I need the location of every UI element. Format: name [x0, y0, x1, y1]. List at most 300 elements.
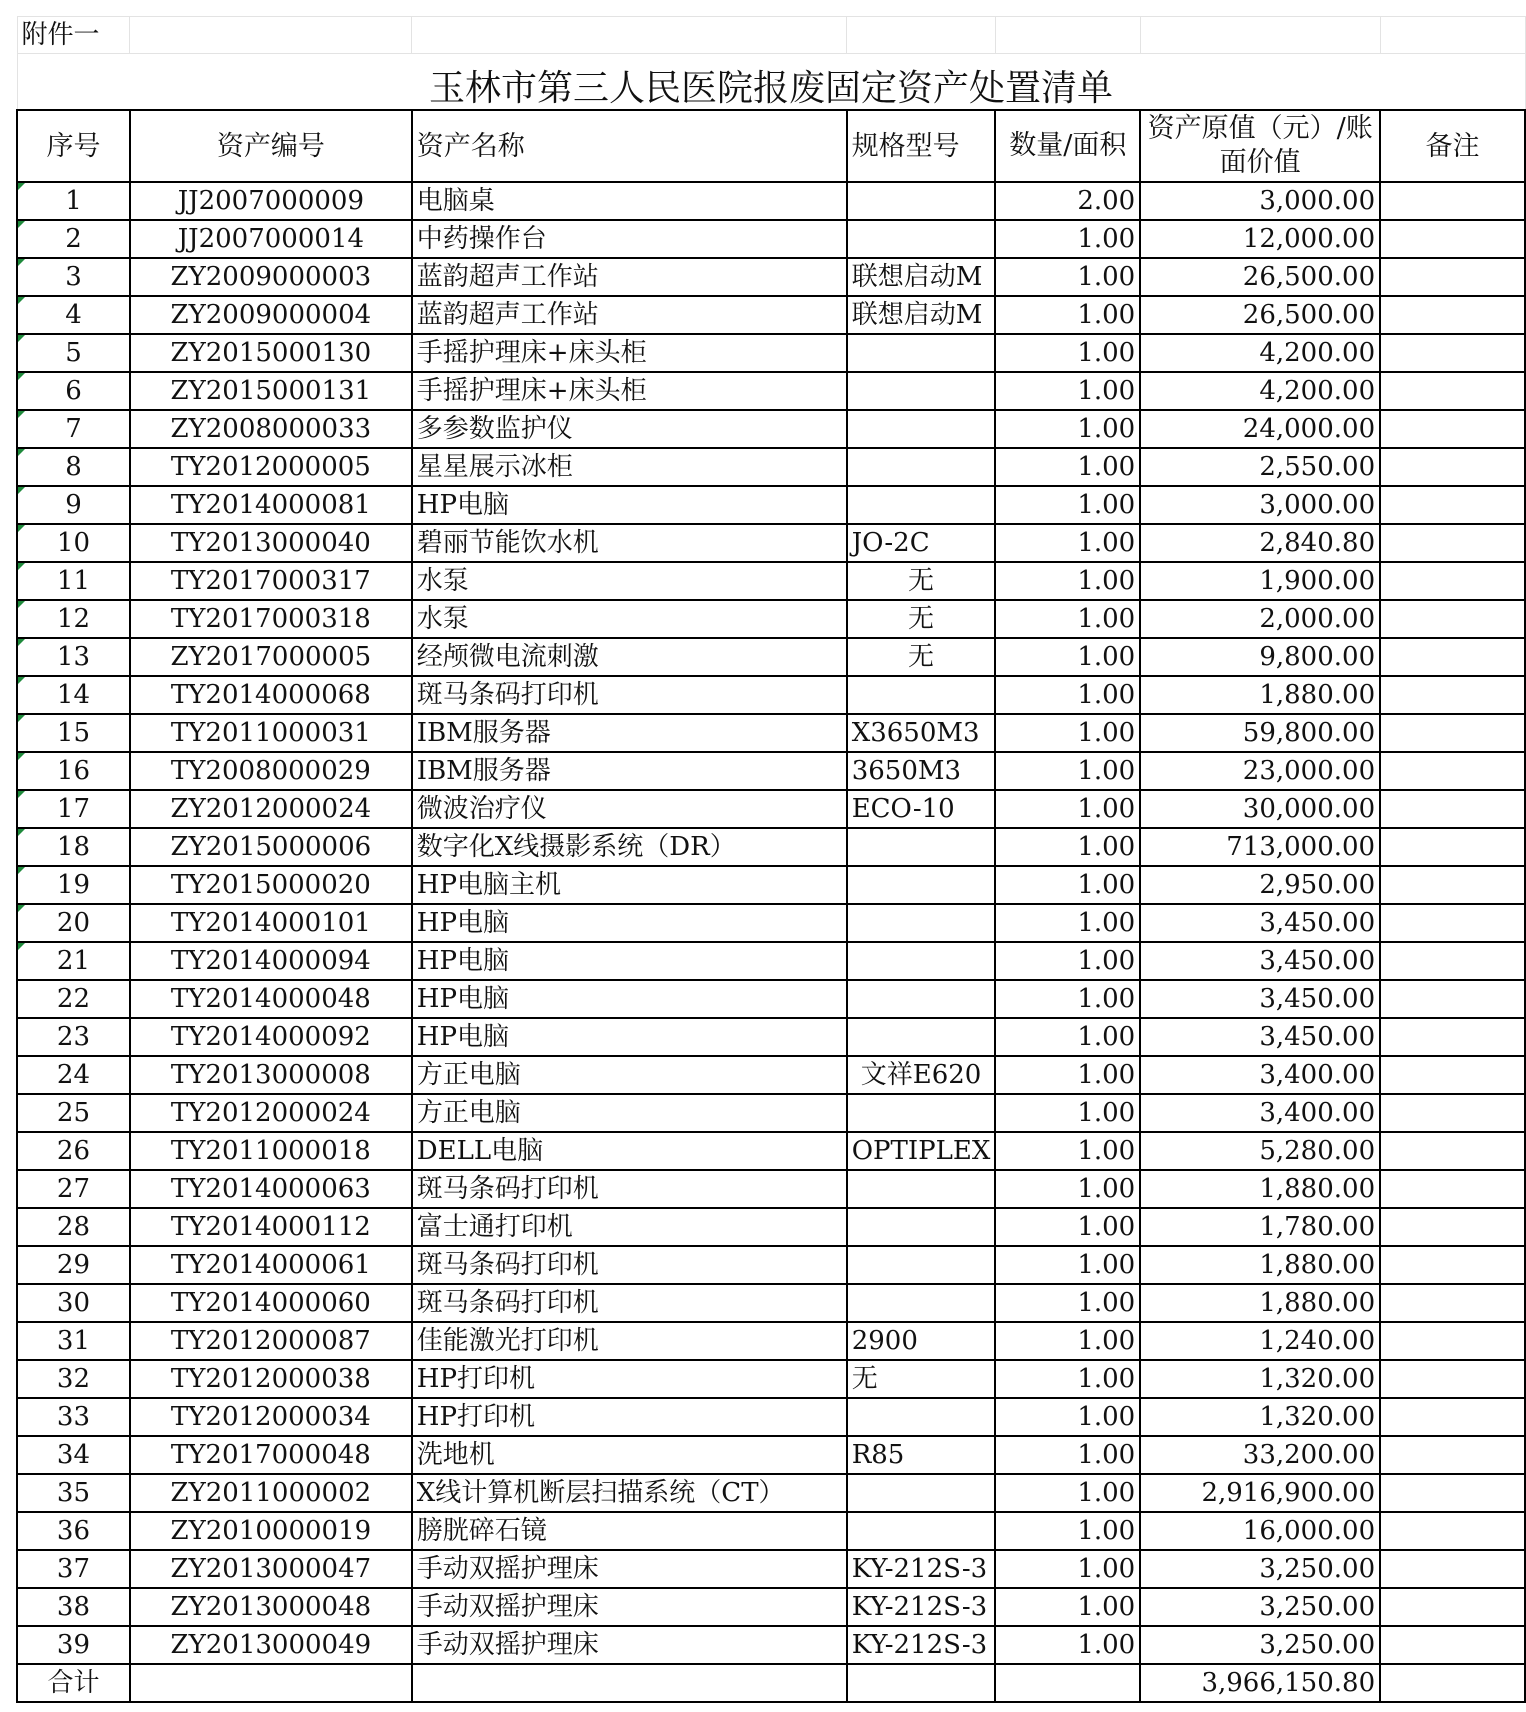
- header-spec[interactable]: 规格型号: [847, 110, 996, 182]
- cell-asset-name[interactable]: 水泵: [412, 562, 847, 600]
- cell-spec[interactable]: JO-2C: [847, 524, 996, 562]
- cell-asset-code[interactable]: TY2011000018: [130, 1132, 412, 1170]
- cell-seq[interactable]: [17, 904, 130, 942]
- cell-seq[interactable]: 27: [17, 1170, 130, 1208]
- cell-spec[interactable]: ECO-10: [847, 790, 996, 828]
- cell-asset-code[interactable]: TY2017000048: [130, 1436, 412, 1474]
- cell-asset-name[interactable]: 手动双摇护理床: [412, 1588, 847, 1626]
- cell-asset-name[interactable]: HP电脑: [412, 980, 847, 1018]
- cell-seq[interactable]: [17, 182, 130, 220]
- cell-quantity[interactable]: 1.00: [995, 980, 1140, 1018]
- cell-seq[interactable]: [17, 524, 130, 562]
- cell-asset-name[interactable]: 微波治疗仪: [412, 790, 847, 828]
- cell-asset-name[interactable]: 蓝韵超声工作站: [412, 296, 847, 334]
- cell-asset-code[interactable]: ZY2013000048: [130, 1588, 412, 1626]
- cell-remark[interactable]: [1380, 1094, 1525, 1132]
- cell-spec[interactable]: [847, 220, 996, 258]
- cell-asset-name[interactable]: 多参数监护仪: [412, 410, 847, 448]
- cell-asset-code[interactable]: ZY2008000033: [130, 410, 412, 448]
- cell-asset-name[interactable]: 手动双摇护理床: [412, 1626, 847, 1664]
- cell-original-value[interactable]: 33,200.00: [1140, 1436, 1380, 1474]
- cell-asset-code[interactable]: ZY2009000004: [130, 296, 412, 334]
- cell-spec[interactable]: 联想启动M: [847, 258, 996, 296]
- cell-asset-name[interactable]: 富士通打印机: [412, 1208, 847, 1246]
- cell-original-value[interactable]: 3,000.00: [1140, 182, 1380, 220]
- cell-asset-code[interactable]: ZY2015000006: [130, 828, 412, 866]
- cell-asset-name[interactable]: 电脑桌: [412, 182, 847, 220]
- cell-original-value[interactable]: 3,450.00: [1140, 1018, 1380, 1056]
- cell-remark[interactable]: [1380, 1474, 1525, 1512]
- cell-seq[interactable]: [17, 866, 130, 904]
- cell-seq[interactable]: [17, 676, 130, 714]
- cell-spec[interactable]: [847, 1512, 996, 1550]
- cell-spec[interactable]: [847, 676, 996, 714]
- cell-original-value[interactable]: 59,800.00: [1140, 714, 1380, 752]
- cell-quantity[interactable]: 1.00: [995, 600, 1140, 638]
- cell-spec[interactable]: [847, 1018, 996, 1056]
- cell-quantity[interactable]: 1.00: [995, 1284, 1140, 1322]
- cell-original-value[interactable]: 5,280.00: [1140, 1132, 1380, 1170]
- cell-asset-name[interactable]: 数字化X线摄影系统（DR）: [412, 828, 847, 866]
- cell-quantity[interactable]: 1.00: [995, 1588, 1140, 1626]
- cell-seq[interactable]: [17, 410, 130, 448]
- header-seq[interactable]: 序号: [17, 110, 130, 182]
- cell-asset-code[interactable]: ZY2013000047: [130, 1550, 412, 1588]
- empty-cell[interactable]: [1140, 17, 1380, 54]
- cell-quantity[interactable]: 1.00: [995, 1056, 1140, 1094]
- cell-original-value[interactable]: 3,400.00: [1140, 1056, 1380, 1094]
- cell-asset-code[interactable]: TY2017000317: [130, 562, 412, 600]
- cell-asset-code[interactable]: TY2015000020: [130, 866, 412, 904]
- empty-cell[interactable]: [412, 17, 847, 54]
- cell-seq[interactable]: [17, 714, 130, 752]
- cell-spec[interactable]: KY-212S-3: [847, 1588, 996, 1626]
- cell-seq[interactable]: [17, 372, 130, 410]
- cell-seq[interactable]: [17, 448, 130, 486]
- cell-quantity[interactable]: 1.00: [995, 486, 1140, 524]
- cell-asset-name[interactable]: 洗地机: [412, 1436, 847, 1474]
- cell-quantity[interactable]: 1.00: [995, 866, 1140, 904]
- cell-quantity[interactable]: 2.00: [995, 182, 1140, 220]
- cell-remark[interactable]: [1380, 1132, 1525, 1170]
- cell-asset-code[interactable]: TY2014000101: [130, 904, 412, 942]
- cell-original-value[interactable]: 713,000.00: [1140, 828, 1380, 866]
- cell-original-value[interactable]: 1,880.00: [1140, 676, 1380, 714]
- cell-asset-name[interactable]: DELL电脑: [412, 1132, 847, 1170]
- cell-spec[interactable]: [847, 1094, 996, 1132]
- cell-seq[interactable]: 24: [17, 1056, 130, 1094]
- cell-asset-name[interactable]: 膀胱碎石镜: [412, 1512, 847, 1550]
- cell-spec[interactable]: 2900: [847, 1322, 996, 1360]
- cell-remark[interactable]: [1380, 600, 1525, 638]
- cell-original-value[interactable]: 1,320.00: [1140, 1398, 1380, 1436]
- cell-original-value[interactable]: 2,840.80: [1140, 524, 1380, 562]
- cell-original-value[interactable]: 24,000.00: [1140, 410, 1380, 448]
- cell-asset-name[interactable]: HP电脑主机: [412, 866, 847, 904]
- cell-spec[interactable]: [847, 828, 996, 866]
- cell-quantity[interactable]: 1.00: [995, 334, 1140, 372]
- header-asset-code[interactable]: 资产编号: [130, 110, 412, 182]
- cell-spec[interactable]: 3650M3: [847, 752, 996, 790]
- cell-original-value[interactable]: 1,880.00: [1140, 1284, 1380, 1322]
- cell-seq[interactable]: 29: [17, 1246, 130, 1284]
- cell-original-value[interactable]: 3,250.00: [1140, 1626, 1380, 1664]
- cell-quantity[interactable]: 1.00: [995, 752, 1140, 790]
- table-row: [17, 714, 1525, 752]
- cell-asset-code[interactable]: ZY2013000049: [130, 1626, 412, 1664]
- cell-asset-name[interactable]: 斑马条码打印机: [412, 1284, 847, 1322]
- cell-original-value[interactable]: 9,800.00: [1140, 638, 1380, 676]
- cell-original-value[interactable]: 26,500.00: [1140, 296, 1380, 334]
- cell-remark[interactable]: [1380, 1626, 1525, 1664]
- cell-original-value[interactable]: 2,000.00: [1140, 600, 1380, 638]
- cell-spec[interactable]: [847, 1170, 996, 1208]
- cell-spec[interactable]: [847, 942, 996, 980]
- cell-remark[interactable]: [1380, 714, 1525, 752]
- cell-asset-code[interactable]: JJ2007000014: [130, 220, 412, 258]
- cell-quantity[interactable]: 1.00: [995, 1398, 1140, 1436]
- cell-remark[interactable]: [1380, 980, 1525, 1018]
- cell-spec[interactable]: R85: [847, 1436, 996, 1474]
- cell-quantity[interactable]: 1.00: [995, 1512, 1140, 1550]
- cell-asset-name[interactable]: 蓝韵超声工作站: [412, 258, 847, 296]
- cell-asset-name[interactable]: 中药操作台: [412, 220, 847, 258]
- empty-cell[interactable]: [412, 1664, 847, 1702]
- cell-seq[interactable]: [17, 258, 130, 296]
- cell-seq[interactable]: 32: [17, 1360, 130, 1398]
- cell-spec[interactable]: [847, 1246, 996, 1284]
- cell-asset-name[interactable]: HP打印机: [412, 1360, 847, 1398]
- cell-original-value[interactable]: 3,250.00: [1140, 1550, 1380, 1588]
- header-remark[interactable]: 备注: [1380, 110, 1525, 182]
- cell-original-value[interactable]: 4,200.00: [1140, 334, 1380, 372]
- cell-asset-name[interactable]: 星星展示冰柜: [412, 448, 847, 486]
- cell-asset-code[interactable]: TY2014000061: [130, 1246, 412, 1284]
- cell-remark[interactable]: [1380, 220, 1525, 258]
- cell-remark[interactable]: [1380, 182, 1525, 220]
- empty-cell[interactable]: [130, 1664, 412, 1702]
- cell-asset-code[interactable]: TY2014000094: [130, 942, 412, 980]
- cell-remark[interactable]: [1380, 486, 1525, 524]
- cell-seq[interactable]: [17, 486, 130, 524]
- cell-asset-code[interactable]: TY2014000060: [130, 1284, 412, 1322]
- cell-original-value[interactable]: 12,000.00: [1140, 220, 1380, 258]
- cell-spec[interactable]: [847, 1474, 996, 1512]
- cell-spec[interactable]: [847, 410, 996, 448]
- cell-asset-name[interactable]: HP打印机: [412, 1398, 847, 1436]
- cell-asset-name[interactable]: 斑马条码打印机: [412, 1246, 847, 1284]
- cell-remark[interactable]: [1380, 1056, 1525, 1094]
- cell-remark[interactable]: [1380, 296, 1525, 334]
- cell-asset-code[interactable]: TY2014000081: [130, 486, 412, 524]
- cell-original-value[interactable]: 1,880.00: [1140, 1170, 1380, 1208]
- cell-asset-name[interactable]: HP电脑: [412, 1018, 847, 1056]
- cell-quantity[interactable]: 1.00: [995, 258, 1140, 296]
- cell-remark[interactable]: [1380, 334, 1525, 372]
- cell-asset-name[interactable]: 方正电脑: [412, 1094, 847, 1132]
- cell-spec[interactable]: 无: [847, 600, 996, 638]
- cell-remark[interactable]: [1380, 1512, 1525, 1550]
- cell-original-value[interactable]: 23,000.00: [1140, 752, 1380, 790]
- cell-remark[interactable]: [1380, 942, 1525, 980]
- cell-remark[interactable]: [1380, 1322, 1525, 1360]
- cell-quantity[interactable]: 1.00: [995, 372, 1140, 410]
- cell-seq[interactable]: 35: [17, 1474, 130, 1512]
- cell-remark[interactable]: [1380, 1398, 1525, 1436]
- cell-quantity[interactable]: 1.00: [995, 410, 1140, 448]
- cell-remark[interactable]: [1380, 828, 1525, 866]
- cell-original-value[interactable]: 2,950.00: [1140, 866, 1380, 904]
- table-row: [17, 980, 1525, 1018]
- cell-spec[interactable]: [847, 904, 996, 942]
- cell-remark[interactable]: [1380, 524, 1525, 562]
- cell-remark[interactable]: [1380, 676, 1525, 714]
- cell-seq[interactable]: [17, 752, 130, 790]
- cell-asset-code[interactable]: ZY2011000002: [130, 1474, 412, 1512]
- cell-original-value[interactable]: 1,780.00: [1140, 1208, 1380, 1246]
- cell-seq[interactable]: [17, 220, 130, 258]
- cell-seq[interactable]: [17, 638, 130, 676]
- cell-seq[interactable]: [17, 600, 130, 638]
- cell-quantity[interactable]: 1.00: [995, 562, 1140, 600]
- cell-remark[interactable]: [1380, 1246, 1525, 1284]
- cell-asset-name[interactable]: 方正电脑: [412, 1056, 847, 1094]
- cell-original-value[interactable]: 1,900.00: [1140, 562, 1380, 600]
- cell-asset-code[interactable]: TY2014000112: [130, 1208, 412, 1246]
- cell-seq[interactable]: [17, 828, 130, 866]
- cell-quantity[interactable]: 1.00: [995, 1170, 1140, 1208]
- cell-quantity[interactable]: 1.00: [995, 676, 1140, 714]
- cell-asset-name[interactable]: 手动双摇护理床: [412, 1550, 847, 1588]
- header-asset-name[interactable]: 资产名称: [412, 110, 847, 182]
- cell-asset-code[interactable]: TY2013000040: [130, 524, 412, 562]
- cell-asset-code[interactable]: ZY2017000005: [130, 638, 412, 676]
- cell-asset-code[interactable]: TY2012000034: [130, 1398, 412, 1436]
- cell-asset-code[interactable]: ZY2010000019: [130, 1512, 412, 1550]
- cell-remark[interactable]: [1380, 866, 1525, 904]
- cell-asset-code[interactable]: TY2011000031: [130, 714, 412, 752]
- cell-spec[interactable]: [847, 372, 996, 410]
- header-original-value[interactable]: 资产原值（元）/账面价值: [1140, 110, 1380, 182]
- cell-quantity[interactable]: 1.00: [995, 1474, 1140, 1512]
- cell-quantity[interactable]: 1.00: [995, 524, 1140, 562]
- cell-original-value[interactable]: 2,916,900.00: [1140, 1474, 1380, 1512]
- cell-asset-code[interactable]: ZY2009000003: [130, 258, 412, 296]
- cell-asset-name[interactable]: HP电脑: [412, 942, 847, 980]
- cell-seq[interactable]: [17, 562, 130, 600]
- cell-remark[interactable]: [1380, 1550, 1525, 1588]
- cell-spec[interactable]: [847, 182, 996, 220]
- empty-cell[interactable]: [995, 17, 1140, 54]
- cell-spec[interactable]: 文祥E620: [847, 1056, 996, 1094]
- total-label[interactable]: 合计: [17, 1664, 130, 1702]
- cell-remark[interactable]: [1380, 1588, 1525, 1626]
- cell-asset-code[interactable]: TY2012000038: [130, 1360, 412, 1398]
- cell-asset-code[interactable]: TY2012000005: [130, 448, 412, 486]
- cell-original-value[interactable]: 2,550.00: [1140, 448, 1380, 486]
- cell-original-value[interactable]: 3,450.00: [1140, 904, 1380, 942]
- cell-seq[interactable]: 31: [17, 1322, 130, 1360]
- empty-cell[interactable]: [130, 17, 412, 54]
- cell-quantity[interactable]: 1.00: [995, 1626, 1140, 1664]
- cell-remark[interactable]: [1380, 448, 1525, 486]
- cell-asset-code[interactable]: ZY2012000024: [130, 790, 412, 828]
- cell-asset-code[interactable]: TY2012000087: [130, 1322, 412, 1360]
- cell-quantity[interactable]: 1.00: [995, 1550, 1140, 1588]
- cell-quantity[interactable]: 1.00: [995, 1322, 1140, 1360]
- cell-asset-name[interactable]: 碧丽节能饮水机: [412, 524, 847, 562]
- cell-original-value[interactable]: 3,400.00: [1140, 1094, 1380, 1132]
- cell-original-value[interactable]: 30,000.00: [1140, 790, 1380, 828]
- cell-original-value[interactable]: 3,000.00: [1140, 486, 1380, 524]
- cell-seq[interactable]: 34: [17, 1436, 130, 1474]
- cell-original-value[interactable]: 1,320.00: [1140, 1360, 1380, 1398]
- cell-quantity[interactable]: 1.00: [995, 220, 1140, 258]
- cell-asset-name[interactable]: IBM服务器: [412, 714, 847, 752]
- cell-remark[interactable]: [1380, 638, 1525, 676]
- cell-seq[interactable]: [17, 942, 130, 980]
- cell-asset-name[interactable]: 佳能激光打印机: [412, 1322, 847, 1360]
- cell-asset-name[interactable]: X线计算机断层扫描系统（CT）: [412, 1474, 847, 1512]
- cell-seq[interactable]: 22: [17, 980, 130, 1018]
- cell-asset-name[interactable]: 水泵: [412, 600, 847, 638]
- empty-cell[interactable]: [847, 17, 996, 54]
- cell-asset-name[interactable]: 手摇护理床+床头柜: [412, 334, 847, 372]
- cell-asset-name[interactable]: 手摇护理床+床头柜: [412, 372, 847, 410]
- cell-asset-code[interactable]: TY2008000029: [130, 752, 412, 790]
- cell-quantity[interactable]: 1.00: [995, 904, 1140, 942]
- cell-quantity[interactable]: 1.00: [995, 1094, 1140, 1132]
- cell-spec[interactable]: 无: [847, 638, 996, 676]
- empty-cell[interactable]: [1380, 17, 1525, 54]
- empty-cell[interactable]: [995, 1664, 1140, 1702]
- cell-asset-code[interactable]: ZY2015000131: [130, 372, 412, 410]
- cell-remark[interactable]: [1380, 562, 1525, 600]
- cell-quantity[interactable]: 1.00: [995, 448, 1140, 486]
- empty-cell[interactable]: [1380, 1664, 1525, 1702]
- cell-quantity[interactable]: 1.00: [995, 1208, 1140, 1246]
- cell-quantity[interactable]: 1.00: [995, 714, 1140, 752]
- cell-seq[interactable]: 39: [17, 1626, 130, 1664]
- cell-spec[interactable]: 无: [847, 562, 996, 600]
- cell-quantity[interactable]: 1.00: [995, 1360, 1140, 1398]
- cell-seq[interactable]: [17, 334, 130, 372]
- cell-asset-code[interactable]: TY2014000068: [130, 676, 412, 714]
- cell-remark[interactable]: [1380, 790, 1525, 828]
- cell-seq[interactable]: 26: [17, 1132, 130, 1170]
- cell-remark[interactable]: [1380, 258, 1525, 296]
- cell-seq[interactable]: 36: [17, 1512, 130, 1550]
- cell-spec[interactable]: X3650M3: [847, 714, 996, 752]
- cell-seq[interactable]: 38: [17, 1588, 130, 1626]
- cell-remark[interactable]: [1380, 1360, 1525, 1398]
- cell-asset-name[interactable]: 经颅微电流刺激: [412, 638, 847, 676]
- cell-original-value[interactable]: 1,240.00: [1140, 1322, 1380, 1360]
- cell-quantity[interactable]: 1.00: [995, 790, 1140, 828]
- cell-seq[interactable]: [17, 296, 130, 334]
- table-row: [17, 1626, 1525, 1664]
- cell-quantity[interactable]: 1.00: [995, 942, 1140, 980]
- attachment-label[interactable]: 附件一: [17, 17, 130, 54]
- cell-asset-name[interactable]: IBM服务器: [412, 752, 847, 790]
- cell-spec[interactable]: OPTIPLEX: [847, 1132, 996, 1170]
- cell-quantity[interactable]: 1.00: [995, 1018, 1140, 1056]
- cell-asset-name[interactable]: HP电脑: [412, 904, 847, 942]
- cell-original-value[interactable]: 3,450.00: [1140, 942, 1380, 980]
- cell-spec[interactable]: 无: [847, 1360, 996, 1398]
- cell-spec[interactable]: KY-212S-3: [847, 1550, 996, 1588]
- sheet-title[interactable]: 玉林市第三人民医院报废固定资产处置清单: [17, 54, 1525, 111]
- cell-asset-code[interactable]: TY2014000063: [130, 1170, 412, 1208]
- cell-remark[interactable]: [1380, 1208, 1525, 1246]
- cell-asset-name[interactable]: 斑马条码打印机: [412, 676, 847, 714]
- total-value[interactable]: 3,966,150.80: [1140, 1664, 1380, 1702]
- cell-seq[interactable]: 33: [17, 1398, 130, 1436]
- cell-asset-code[interactable]: TY2012000024: [130, 1094, 412, 1132]
- cell-remark[interactable]: [1380, 372, 1525, 410]
- cell-spec[interactable]: [847, 866, 996, 904]
- cell-seq[interactable]: 25: [17, 1094, 130, 1132]
- cell-seq[interactable]: 30: [17, 1284, 130, 1322]
- cell-asset-code[interactable]: JJ2007000009: [130, 182, 412, 220]
- cell-remark[interactable]: [1380, 904, 1525, 942]
- cell-remark[interactable]: [1380, 410, 1525, 448]
- cell-quantity[interactable]: 1.00: [995, 1436, 1140, 1474]
- header-quantity[interactable]: 数量/面积: [995, 110, 1140, 182]
- cell-quantity[interactable]: 1.00: [995, 828, 1140, 866]
- cell-spec[interactable]: [847, 1398, 996, 1436]
- cell-quantity[interactable]: 1.00: [995, 638, 1140, 676]
- cell-seq[interactable]: 28: [17, 1208, 130, 1246]
- cell-quantity[interactable]: 1.00: [995, 1132, 1140, 1170]
- cell-spec[interactable]: [847, 1284, 996, 1322]
- cell-quantity[interactable]: 1.00: [995, 1246, 1140, 1284]
- seq-text: 2: [65, 224, 82, 254]
- cell-spec[interactable]: [847, 486, 996, 524]
- cell-asset-code[interactable]: TY2014000092: [130, 1018, 412, 1056]
- cell-remark[interactable]: [1380, 1170, 1525, 1208]
- cell-original-value[interactable]: 1,880.00: [1140, 1246, 1380, 1284]
- cell-seq[interactable]: 37: [17, 1550, 130, 1588]
- cell-asset-name[interactable]: 斑马条码打印机: [412, 1170, 847, 1208]
- cell-spec[interactable]: [847, 1208, 996, 1246]
- cell-asset-name[interactable]: HP电脑: [412, 486, 847, 524]
- cell-spec[interactable]: [847, 448, 996, 486]
- cell-original-value[interactable]: 16,000.00: [1140, 1512, 1380, 1550]
- cell-remark[interactable]: [1380, 752, 1525, 790]
- cell-remark[interactable]: [1380, 1436, 1525, 1474]
- cell-quantity[interactable]: 1.00: [995, 296, 1140, 334]
- cell-asset-code[interactable]: TY2014000048: [130, 980, 412, 1018]
- cell-asset-code[interactable]: TY2017000318: [130, 600, 412, 638]
- cell-spec[interactable]: KY-212S-3: [847, 1626, 996, 1664]
- cell-asset-code[interactable]: ZY2015000130: [130, 334, 412, 372]
- cell-remark[interactable]: [1380, 1284, 1525, 1322]
- cell-original-value[interactable]: 3,250.00: [1140, 1588, 1380, 1626]
- cell-spec[interactable]: 联想启动M: [847, 296, 996, 334]
- cell-original-value[interactable]: 3,450.00: [1140, 980, 1380, 1018]
- cell-remark[interactable]: [1380, 1018, 1525, 1056]
- cell-asset-code[interactable]: TY2013000008: [130, 1056, 412, 1094]
- seq-text: 14: [56, 680, 91, 710]
- cell-seq[interactable]: 23: [17, 1018, 130, 1056]
- cell-original-value[interactable]: 26,500.00: [1140, 258, 1380, 296]
- cell-original-value[interactable]: 4,200.00: [1140, 372, 1380, 410]
- empty-cell[interactable]: [847, 1664, 996, 1702]
- cell-spec[interactable]: [847, 980, 996, 1018]
- cell-spec[interactable]: [847, 334, 996, 372]
- cell-seq[interactable]: [17, 790, 130, 828]
